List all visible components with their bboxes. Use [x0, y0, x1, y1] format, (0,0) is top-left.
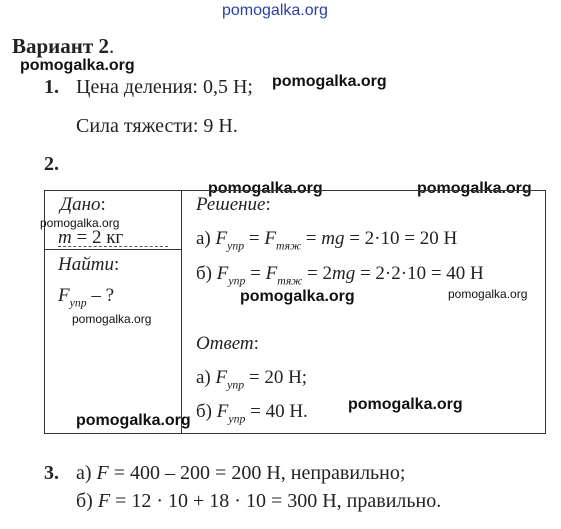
task1-line2: Сила тяжести: 9 Н. [76, 115, 238, 137]
answer-colon: : [253, 333, 259, 354]
answer-heading [196, 333, 259, 355]
variant-title [12, 34, 114, 59]
sol-a-eq2: = [301, 228, 322, 249]
table-divider-vertical [181, 190, 182, 434]
watermark-top: pomogalka.org [222, 2, 328, 19]
find-sub: упр [69, 296, 87, 310]
sol-a-sub2: тяж [275, 239, 302, 253]
sol-b-eq1: = [245, 263, 266, 284]
given-m-var: m [58, 227, 72, 248]
solution-label: Решение [196, 194, 266, 215]
t3-a-rest: = 400 – 200 = 200 Н, неправильно; [108, 462, 406, 484]
task3-line-a [76, 462, 405, 485]
answer-line-a [196, 367, 308, 392]
solution-line-b [196, 263, 484, 288]
sol-a-mg: mg [321, 228, 345, 249]
sol-a-sub1: упр [227, 239, 245, 253]
task3-line-b [76, 490, 441, 513]
watermark: pomogalka.org [72, 312, 152, 326]
find-q: – ? [86, 285, 115, 306]
sol-b-eq2: = 2 [302, 263, 332, 284]
answer-line-b [196, 401, 308, 426]
watermark: pomogalka.org [240, 288, 355, 305]
watermark: pomogalka.org [348, 396, 463, 413]
sol-b-prefix: б) [196, 263, 217, 284]
solution-line-a [196, 228, 458, 253]
sol-a-prefix: а) [196, 228, 216, 249]
ans-b-prefix: б) [196, 401, 217, 422]
ans-b-sub: упр [228, 412, 246, 426]
given-heading [60, 194, 106, 216]
watermark: pomogalka.org [448, 287, 528, 301]
given-label: Дано [60, 194, 101, 215]
find-quantity [58, 285, 115, 310]
sol-b-rest: = 2·2·10 = 40 Н [355, 263, 484, 284]
sol-b-sub1: упр [228, 274, 246, 288]
solution-heading [196, 194, 271, 216]
task2-number: 2. [44, 153, 59, 175]
watermark: pomogalka.org [417, 180, 532, 197]
task3-number: 3. [44, 462, 59, 484]
watermark: pomogalka.org [272, 73, 387, 90]
t3-b-prefix: б) [76, 490, 98, 512]
sol-b-sub2: тяж [277, 274, 303, 288]
t3-b-F: F [97, 490, 111, 512]
sol-b-F2: F [265, 263, 278, 284]
variant-title-text: Вариант 2 [12, 34, 109, 58]
variant-title-period: . [108, 34, 115, 58]
sol-a-eq1: = [244, 228, 265, 249]
ans-b-val: = 40 Н. [245, 401, 308, 422]
sol-a-rest: = 2·10 = 20 Н [344, 228, 458, 249]
find-colon: : [113, 254, 120, 275]
table-divider-horizontal [44, 249, 182, 250]
t3-a-prefix: а) [76, 462, 97, 484]
sol-a-F1: F [215, 228, 228, 249]
task1-number: 1. [44, 76, 59, 98]
ans-a-prefix: а) [196, 367, 216, 388]
watermark: pomogalka.org [208, 180, 323, 197]
t3-a-F: F [96, 462, 109, 484]
ans-a-val: = 20 Н; [244, 367, 308, 388]
given-m-value: = 2 кг [71, 227, 124, 248]
watermark: pomogalka.org [20, 57, 135, 74]
find-label: Найти [58, 254, 114, 275]
watermark: pomogalka.org [76, 412, 191, 429]
sol-b-mg: mg [331, 263, 356, 284]
ans-a-sub: упр [227, 378, 245, 392]
solution-colon: : [265, 194, 271, 215]
given-colon: : [100, 194, 106, 215]
answer-label: Ответ [196, 333, 254, 354]
sol-b-F1: F [216, 263, 229, 284]
sol-a-F2: F [264, 228, 276, 249]
watermark: pomogalka.org [40, 216, 120, 230]
find-F: F [58, 285, 70, 306]
task1-line1: Цена деления: 0,5 Н; [76, 76, 253, 98]
find-heading [58, 254, 119, 276]
given-mass [58, 227, 123, 249]
t3-b-rest: = 12 · 10 + 18 · 10 = 300 Н, правильно. [110, 490, 442, 512]
ans-b-F: F [216, 401, 229, 422]
ans-a-F: F [215, 367, 228, 388]
